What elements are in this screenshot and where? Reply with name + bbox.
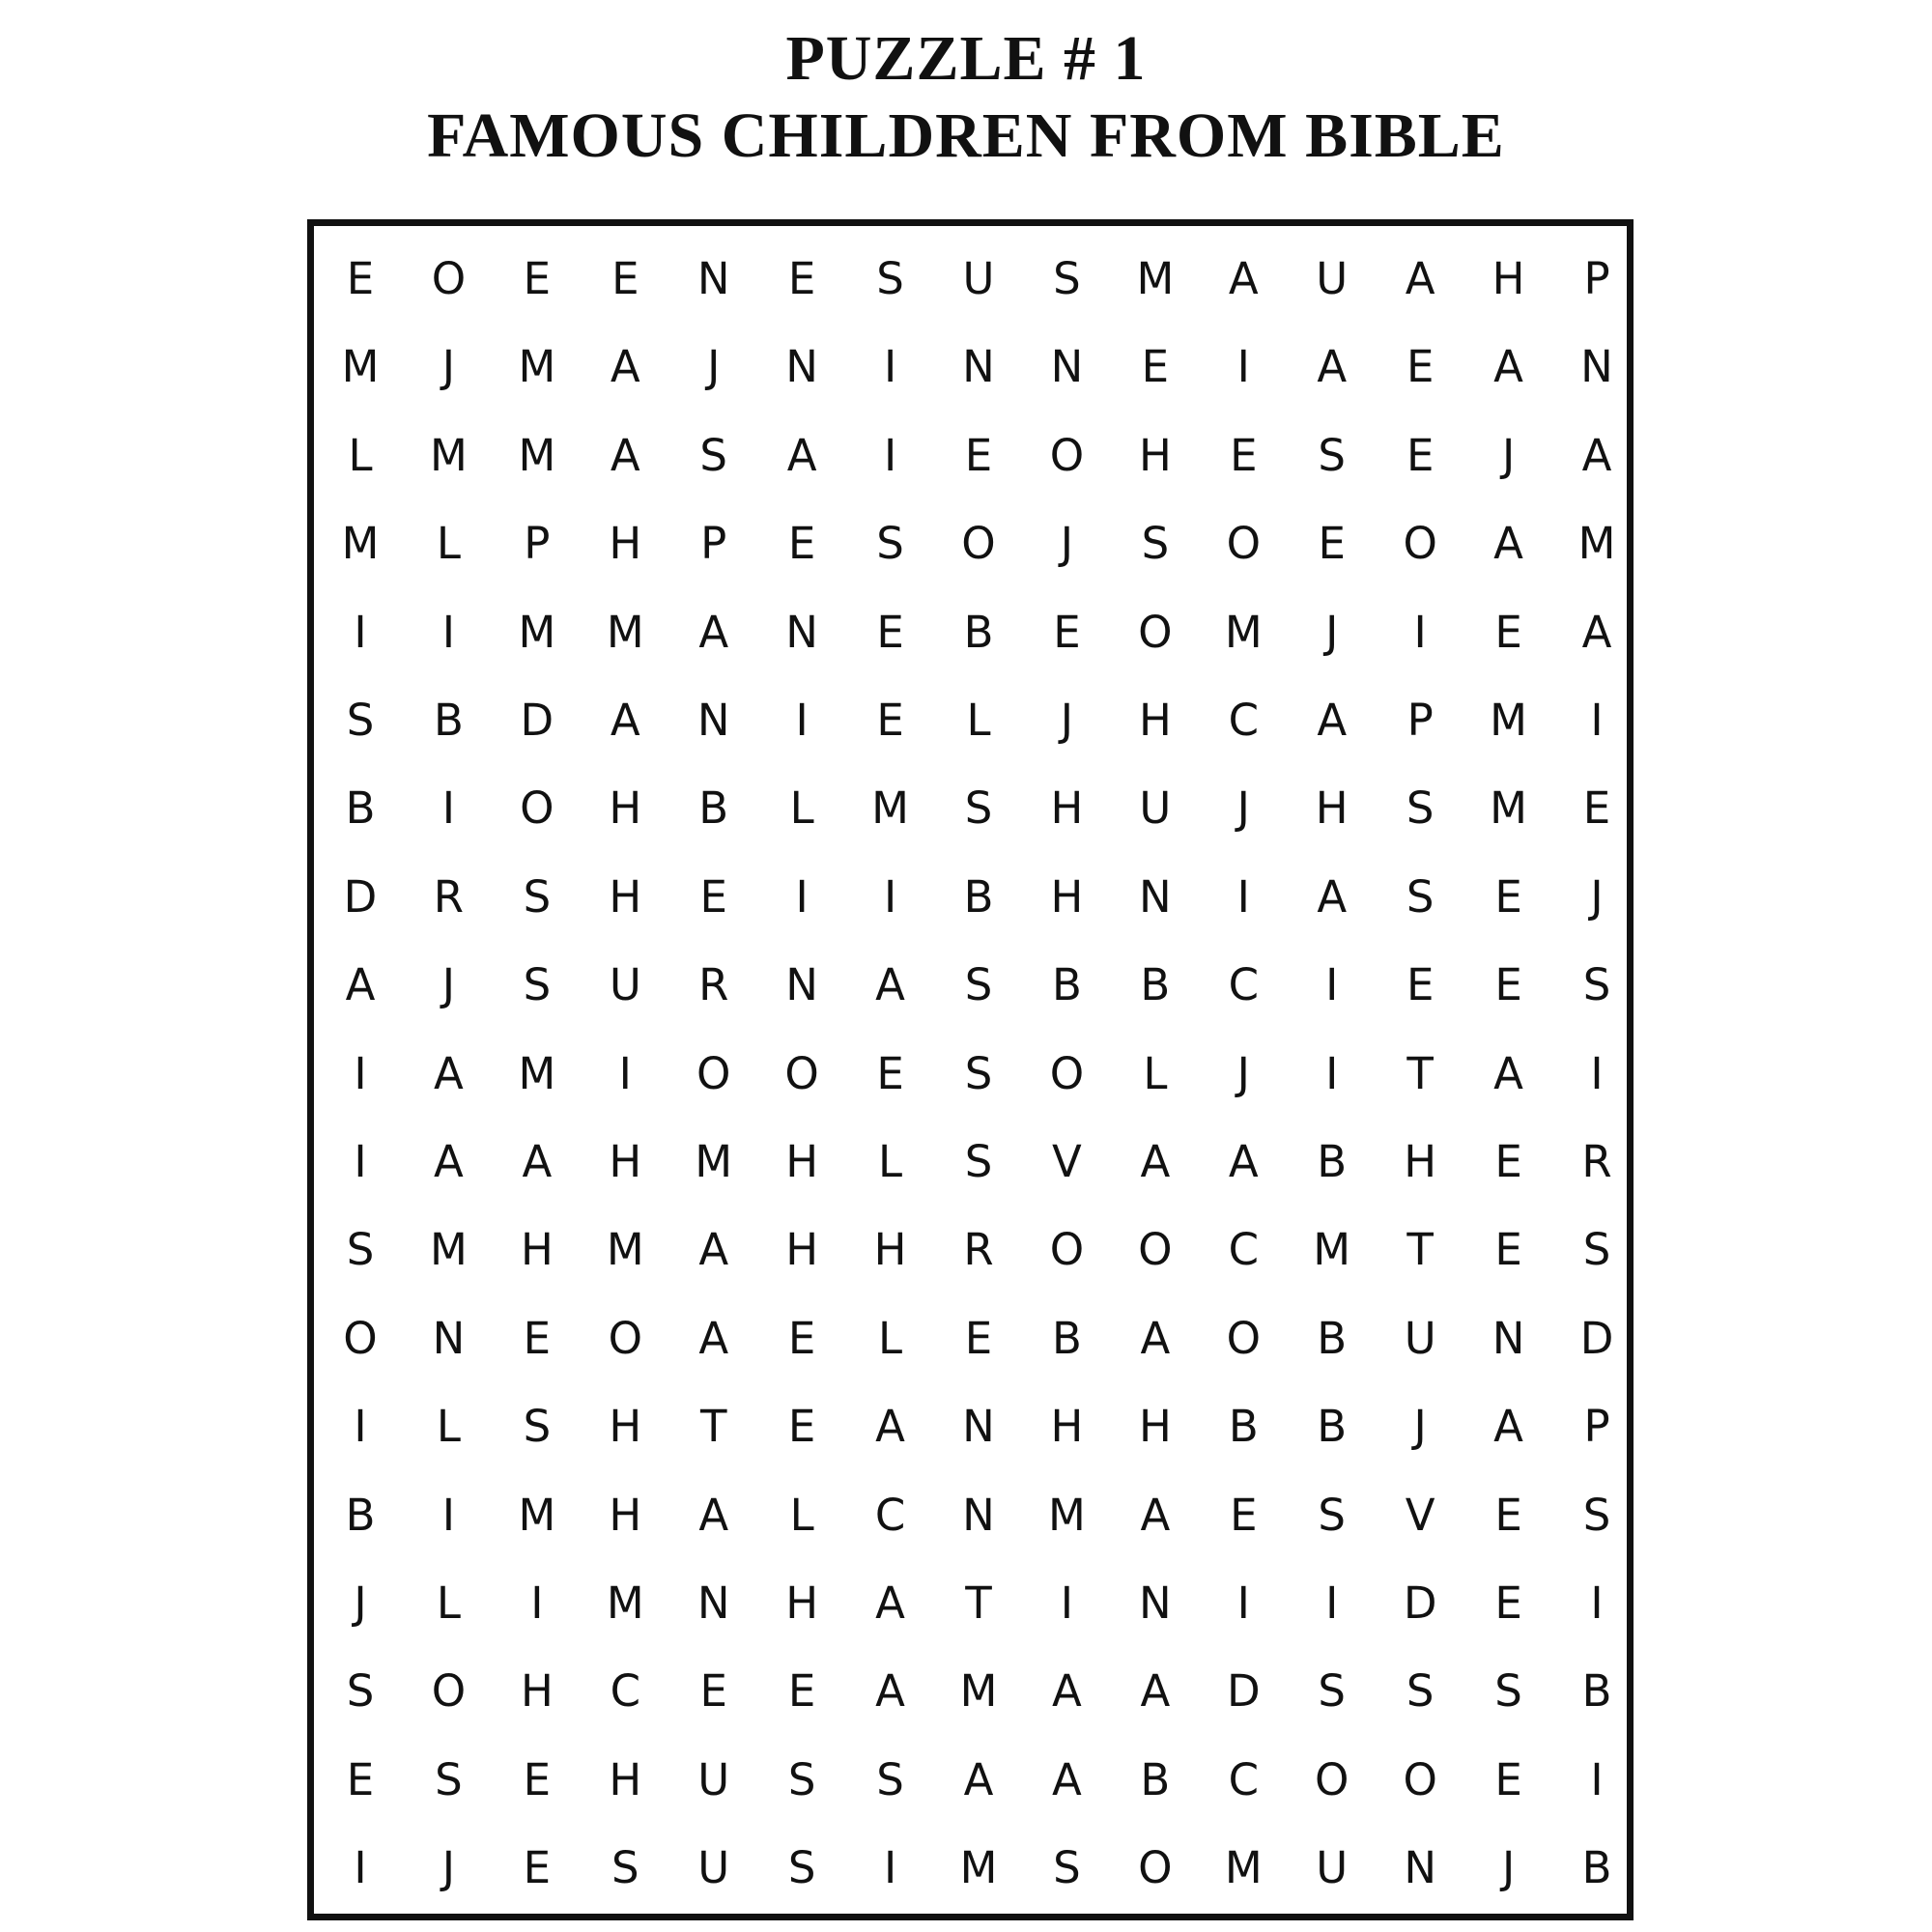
letter-cell-r11-c11[interactable]: A [1228,1136,1259,1187]
letter-cell-r9-c14[interactable]: E [1494,959,1522,1011]
letter-cell-r12-c9[interactable]: O [1049,1224,1085,1276]
letter-cell-r8-c9[interactable]: H [1050,870,1084,923]
letter-cell-r18-c4[interactable]: H [609,1753,642,1805]
letter-cell-r13-c2[interactable]: N [432,1312,466,1364]
letter-cell-r18-c7[interactable]: S [876,1753,904,1805]
letter-cell-r5-c12[interactable]: J [1325,606,1339,658]
letter-cell-r4-c3[interactable]: P [524,518,551,570]
letter-cell-r19-c2[interactable]: J [441,1842,456,1894]
letter-cell-r19-c5[interactable]: U [697,1842,730,1894]
letter-cell-r13-c13[interactable]: U [1404,1312,1436,1364]
letter-cell-r13-c8[interactable]: E [964,1312,993,1364]
letter-cell-r15-c13[interactable]: V [1405,1489,1435,1541]
letter-cell-r12-c13[interactable]: T [1406,1224,1434,1276]
letter-cell-r15-c3[interactable]: M [518,1489,556,1541]
letter-cell-r8-c1[interactable]: D [343,870,378,923]
letter-cell-r7-c3[interactable]: O [520,782,554,835]
letter-cell-r14-c12[interactable]: B [1317,1401,1348,1453]
letter-cell-r16-c1[interactable]: J [354,1577,367,1629]
letter-cell-r1-c8[interactable]: U [962,253,995,304]
letter-cell-r17-c12[interactable]: S [1318,1665,1346,1718]
letter-cell-r6-c12[interactable]: A [1317,695,1348,746]
letter-cell-r4-c11[interactable]: O [1226,518,1261,570]
letter-cell-r13-c15[interactable]: D [1579,1312,1614,1364]
letter-cell-r1-c11[interactable]: A [1228,253,1259,304]
letter-cell-r5-c4[interactable]: M [606,606,644,658]
letter-cell-r5-c1[interactable]: I [354,606,367,658]
letter-cell-r15-c8[interactable]: N [962,1489,995,1541]
letter-cell-r18-c8[interactable]: A [963,1753,994,1805]
letter-cell-r18-c10[interactable]: B [1140,1753,1171,1805]
letter-cell-r7-c4[interactable]: H [609,782,642,835]
letter-cell-r11-c3[interactable]: A [522,1136,553,1187]
letter-cell-r5-c13[interactable]: I [1413,606,1427,658]
letter-cell-r11-c13[interactable]: H [1404,1136,1437,1187]
letter-cell-r8-c4[interactable]: H [609,870,642,923]
letter-cell-r9-c4[interactable]: U [609,959,641,1011]
letter-cell-r8-c3[interactable]: S [523,870,552,923]
letter-cell-r10-c5[interactable]: O [696,1047,731,1099]
letter-cell-r9-c2[interactable]: J [441,959,456,1011]
letter-cell-r2-c3[interactable]: M [518,341,556,393]
letter-cell-r3-c5[interactable]: S [699,429,727,481]
letter-cell-r10-c12[interactable]: I [1325,1047,1339,1099]
letter-cell-r13-c4[interactable]: O [608,1312,642,1364]
letter-cell-r10-c10[interactable]: L [1143,1047,1168,1099]
letter-cell-r2-c10[interactable]: E [1141,341,1170,393]
letter-cell-r14-c11[interactable]: B [1228,1401,1259,1453]
letter-cell-r17-c14[interactable]: S [1494,1665,1522,1718]
letter-cell-r19-c1[interactable]: I [354,1842,367,1894]
letter-cell-r18-c12[interactable]: O [1315,1753,1350,1805]
letter-cell-r5-c10[interactable]: O [1138,606,1173,658]
letter-cell-r13-c7[interactable]: L [878,1312,903,1364]
letter-cell-r11-c10[interactable]: A [1140,1136,1171,1187]
letter-cell-r11-c14[interactable]: E [1494,1136,1522,1187]
letter-cell-r8-c12[interactable]: A [1317,870,1348,923]
letter-cell-r2-c15[interactable]: N [1580,341,1613,393]
letter-cell-r15-c11[interactable]: E [1230,1489,1258,1541]
letter-cell-r4-c6[interactable]: E [787,518,816,570]
letter-cell-r3-c3[interactable]: M [518,429,556,481]
letter-cell-r18-c2[interactable]: S [435,1753,463,1805]
letter-cell-r6-c15[interactable]: I [1590,695,1604,746]
letter-cell-r17-c1[interactable]: S [346,1665,375,1718]
letter-cell-r17-c5[interactable]: E [699,1665,727,1718]
letter-cell-r11-c5[interactable]: M [695,1136,733,1187]
letter-cell-r11-c2[interactable]: A [434,1136,464,1187]
letter-cell-r1-c5[interactable]: N [696,253,730,304]
letter-cell-r19-c7[interactable]: I [883,1842,897,1894]
letter-cell-r18-c3[interactable]: E [523,1753,552,1805]
letter-cell-r5-c15[interactable]: A [1581,606,1612,658]
letter-cell-r12-c6[interactable]: H [785,1224,819,1276]
letter-cell-r14-c8[interactable]: N [962,1401,995,1453]
letter-cell-r14-c7[interactable]: A [875,1401,905,1453]
letter-cell-r12-c14[interactable]: E [1494,1224,1522,1276]
letter-cell-r18-c11[interactable]: C [1228,1753,1259,1805]
letter-cell-r5-c6[interactable]: N [785,606,818,658]
word-search-board [307,219,1634,1920]
letter-cell-r14-c2[interactable]: L [436,1401,461,1453]
letter-cell-r16-c13[interactable]: D [1403,1577,1437,1629]
letter-cell-r14-c13[interactable]: J [1413,1401,1427,1453]
letter-cell-r15-c9[interactable]: M [1048,1489,1086,1541]
letter-cell-r4-c10[interactable]: S [1141,518,1170,570]
letter-cell-r4-c1[interactable]: M [341,518,380,570]
letter-cell-r9-c11[interactable]: C [1228,959,1259,1011]
letter-cell-r1-c3[interactable]: E [523,253,552,304]
letter-cell-r11-c8[interactable]: S [964,1136,993,1187]
letter-cell-r16-c4[interactable]: M [606,1577,644,1629]
letter-cell-r16-c9[interactable]: I [1060,1577,1074,1629]
letter-cell-r7-c11[interactable]: J [1236,782,1250,835]
letter-cell-r10-c8[interactable]: S [964,1047,993,1099]
letter-cell-r7-c15[interactable]: E [1582,782,1611,835]
letter-cell-r10-c2[interactable]: A [434,1047,464,1099]
letter-cell-r13-c6[interactable]: E [787,1312,816,1364]
letter-cell-r8-c7[interactable]: I [883,870,897,923]
letter-cell-r17-c11[interactable]: D [1226,1665,1261,1718]
letter-cell-r13-c5[interactable]: A [698,1312,729,1364]
letter-cell-r11-c4[interactable]: H [609,1136,642,1187]
letter-cell-r16-c12[interactable]: I [1325,1577,1339,1629]
puzzle-subtitle: FAMOUS CHILDREN FROM BIBLE [427,100,1505,171]
letter-cell-r1-c6[interactable]: E [787,253,816,304]
letter-cell-r12-c15[interactable]: S [1582,1224,1611,1276]
letter-cell-r1-c4[interactable]: E [611,253,639,304]
letter-cell-r2-c12[interactable]: A [1317,341,1348,393]
letter-cell-r12-c3[interactable]: H [520,1224,554,1276]
letter-cell-r18-c9[interactable]: A [1052,1753,1082,1805]
letter-cell-r16-c8[interactable]: T [965,1577,992,1629]
letter-cell-r4-c2[interactable]: L [436,518,461,570]
letter-grid [314,226,1627,1914]
letter-cell-r19-c4[interactable]: S [611,1842,639,1894]
letter-cell-r6-c8[interactable]: L [966,695,991,746]
letter-cell-r8-c8[interactable]: B [963,870,994,923]
letter-cell-r15-c7[interactable]: C [874,1489,906,1541]
letter-cell-r2-c1[interactable]: M [341,341,380,393]
letter-cell-r3-c8[interactable]: E [964,429,993,481]
letter-cell-r3-c6[interactable]: A [786,429,817,481]
letter-cell-r18-c6[interactable]: S [787,1753,816,1805]
letter-cell-r8-c11[interactable]: I [1236,870,1250,923]
letter-cell-r14-c15[interactable]: P [1583,1401,1610,1453]
letter-cell-r10-c3[interactable]: M [518,1047,556,1099]
letter-cell-r8-c5[interactable]: E [699,870,727,923]
letter-cell-r7-c14[interactable]: M [1490,782,1527,835]
letter-cell-r3-c4[interactable]: A [610,429,640,481]
letter-cell-r13-c9[interactable]: B [1052,1312,1082,1364]
letter-cell-r16-c3[interactable]: I [530,1577,544,1629]
letter-cell-r12-c2[interactable]: M [430,1224,468,1276]
letter-cell-r7-c10[interactable]: U [1139,782,1172,835]
letter-cell-r15-c1[interactable]: B [345,1489,376,1541]
letter-cell-r2-c6[interactable]: N [785,341,818,393]
letter-cell-r3-c1[interactable]: L [348,429,373,481]
letter-cell-r5-c11[interactable]: M [1224,606,1263,658]
letter-cell-r19-c9[interactable]: S [1053,1842,1081,1894]
letter-cell-r5-c5[interactable]: A [698,606,729,658]
letter-cell-r16-c6[interactable]: H [785,1577,819,1629]
letter-cell-r16-c7[interactable]: A [875,1577,905,1629]
letter-cell-r8-c14[interactable]: E [1494,870,1522,923]
letter-cell-r3-c12[interactable]: S [1318,429,1346,481]
puzzle-title: PUZZLE # 1 [785,23,1147,94]
letter-cell-r1-c9[interactable]: S [1053,253,1081,304]
letter-cell-r11-c6[interactable]: H [785,1136,819,1187]
letter-cell-r6-c13[interactable]: P [1406,695,1434,746]
letter-cell-r11-c7[interactable]: L [878,1136,903,1187]
letter-cell-r4-c5[interactable]: P [700,518,727,570]
letter-cell-r8-c6[interactable]: I [795,870,809,923]
letter-cell-r14-c5[interactable]: T [699,1401,727,1453]
letter-cell-r3-c10[interactable]: H [1138,429,1172,481]
letter-cell-r8-c2[interactable]: R [433,870,465,923]
letter-cell-r13-c14[interactable]: N [1492,1312,1525,1364]
letter-cell-r2-c13[interactable]: E [1406,341,1435,393]
letter-cell-r3-c14[interactable]: J [1501,429,1516,481]
letter-cell-r3-c15[interactable]: A [1581,429,1612,481]
letter-cell-r16-c15[interactable]: I [1590,1577,1604,1629]
letter-cell-r6-c2[interactable]: B [433,695,464,746]
letter-cell-r14-c10[interactable]: H [1138,1401,1172,1453]
letter-cell-r6-c14[interactable]: M [1490,695,1527,746]
letter-cell-r11-c15[interactable]: R [1581,1136,1612,1187]
letter-cell-r18-c14[interactable]: E [1494,1753,1522,1805]
letter-cell-r18-c5[interactable]: U [697,1753,730,1805]
letter-cell-r17-c9[interactable]: A [1052,1665,1082,1718]
letter-cell-r4-c12[interactable]: E [1318,518,1346,570]
letter-cell-r17-c3[interactable]: H [520,1665,554,1718]
letter-cell-r17-c2[interactable]: O [431,1665,467,1718]
letter-cell-r11-c9[interactable]: V [1052,1136,1082,1187]
letter-cell-r3-c11[interactable]: E [1230,429,1258,481]
letter-cell-r7-c6[interactable]: L [789,782,814,835]
letter-cell-r19-c14[interactable]: J [1501,1842,1516,1894]
letter-cell-r9-c15[interactable]: S [1582,959,1611,1011]
letter-cell-r10-c9[interactable]: O [1049,1047,1085,1099]
letter-cell-r9-c9[interactable]: B [1052,959,1082,1011]
letter-cell-r7-c2[interactable]: I [441,782,456,835]
letter-cell-r19-c12[interactable]: U [1316,1842,1349,1894]
letter-cell-r12-c10[interactable]: O [1138,1224,1173,1276]
letter-cell-r12-c5[interactable]: A [698,1224,729,1276]
letter-cell-r9-c3[interactable]: S [523,959,552,1011]
letter-cell-r9-c5[interactable]: R [698,959,729,1011]
letter-cell-r13-c1[interactable]: O [343,1312,378,1364]
letter-cell-r7-c1[interactable]: B [345,782,376,835]
letter-cell-r9-c1[interactable]: A [345,959,376,1011]
letter-cell-r10-c15[interactable]: I [1590,1047,1604,1099]
letter-cell-r5-c14[interactable]: E [1494,606,1522,658]
letter-cell-r13-c3[interactable]: E [523,1312,552,1364]
letter-cell-r10-c6[interactable]: O [784,1047,819,1099]
letter-cell-r16-c11[interactable]: I [1236,1577,1250,1629]
letter-cell-r15-c2[interactable]: I [441,1489,456,1541]
letter-cell-r4-c13[interactable]: O [1403,518,1437,570]
letter-cell-r3-c13[interactable]: E [1406,429,1435,481]
letter-cell-r3-c2[interactable]: M [430,429,468,481]
letter-cell-r6-c3[interactable]: D [520,695,554,746]
letter-cell-r18-c1[interactable]: E [346,1753,375,1805]
letter-cell-r2-c9[interactable]: N [1050,341,1084,393]
letter-cell-r19-c8[interactable]: M [959,1842,998,1894]
letter-cell-r12-c1[interactable]: S [346,1224,375,1276]
letter-cell-r1-c2[interactable]: O [431,253,467,304]
letter-cell-r16-c14[interactable]: E [1494,1577,1522,1629]
letter-cell-r4-c4[interactable]: H [609,518,642,570]
letter-cell-r7-c12[interactable]: H [1315,782,1349,835]
letter-cell-r19-c15[interactable]: B [1581,1842,1612,1894]
letter-cell-r7-c8[interactable]: S [964,782,993,835]
letter-cell-r13-c10[interactable]: A [1140,1312,1171,1364]
letter-cell-r4-c14[interactable]: A [1493,518,1523,570]
letter-cell-r8-c13[interactable]: S [1406,870,1435,923]
letter-cell-r14-c9[interactable]: H [1050,1401,1084,1453]
letter-cell-r14-c3[interactable]: S [523,1401,552,1453]
letter-cell-r6-c7[interactable]: E [876,695,904,746]
letter-cell-r12-c11[interactable]: C [1228,1224,1259,1276]
letter-cell-r4-c8[interactable]: O [961,518,996,570]
letter-cell-r10-c1[interactable]: I [354,1047,367,1099]
letter-cell-r17-c10[interactable]: A [1140,1665,1171,1718]
letter-cell-r2-c5[interactable]: J [707,341,721,393]
letter-cell-r14-c14[interactable]: A [1493,1401,1523,1453]
letter-cell-r12-c4[interactable]: M [606,1224,644,1276]
letter-cell-r2-c8[interactable]: N [962,341,995,393]
letter-cell-r4-c15[interactable]: M [1577,518,1616,570]
letter-cell-r3-c9[interactable]: O [1049,429,1085,481]
letter-cell-r9-c6[interactable]: N [785,959,818,1011]
letter-cell-r9-c7[interactable]: A [875,959,905,1011]
letter-cell-r5-c3[interactable]: M [518,606,556,658]
letter-cell-r14-c1[interactable]: I [354,1401,367,1453]
letter-cell-r14-c4[interactable]: H [609,1401,642,1453]
letter-cell-r15-c10[interactable]: A [1140,1489,1171,1541]
letter-cell-r13-c12[interactable]: B [1317,1312,1348,1364]
letter-cell-r15-c4[interactable]: H [609,1489,642,1541]
letter-cell-r17-c15[interactable]: B [1581,1665,1612,1718]
letter-cell-r1-c15[interactable]: P [1583,253,1610,304]
letter-cell-r9-c12[interactable]: I [1325,959,1339,1011]
letter-cell-r2-c7[interactable]: I [883,341,897,393]
letter-cell-r3-c7[interactable]: I [883,429,897,481]
letter-cell-r17-c8[interactable]: M [959,1665,998,1718]
letter-cell-r19-c6[interactable]: S [787,1842,816,1894]
letter-cell-r6-c10[interactable]: H [1138,695,1172,746]
letter-cell-r7-c7[interactable]: M [871,782,909,835]
letter-cell-r14-c6[interactable]: E [787,1401,816,1453]
letter-cell-r7-c9[interactable]: H [1050,782,1084,835]
letter-cell-r6-c5[interactable]: N [696,695,730,746]
letter-cell-r17-c6[interactable]: E [787,1665,816,1718]
letter-cell-r19-c10[interactable]: O [1138,1842,1173,1894]
letter-cell-r9-c8[interactable]: S [964,959,993,1011]
letter-cell-r17-c13[interactable]: S [1406,1665,1435,1718]
letter-cell-r15-c5[interactable]: A [698,1489,729,1541]
letter-cell-r15-c15[interactable]: S [1582,1489,1611,1541]
letter-cell-r7-c13[interactable]: S [1406,782,1435,835]
letter-cell-r9-c13[interactable]: E [1406,959,1435,1011]
letter-cell-r2-c4[interactable]: A [610,341,640,393]
letter-cell-r1-c10[interactable]: M [1136,253,1175,304]
letter-cell-r1-c13[interactable]: A [1405,253,1435,304]
letter-cell-r11-c12[interactable]: B [1317,1136,1348,1187]
letter-cell-r5-c8[interactable]: B [963,606,994,658]
letter-cell-r10-c13[interactable]: T [1406,1047,1434,1099]
letter-cell-r5-c7[interactable]: E [876,606,904,658]
letter-cell-r2-c14[interactable]: A [1493,341,1523,393]
letter-cell-r8-c15[interactable]: J [1590,870,1604,923]
letter-cell-r15-c12[interactable]: S [1318,1489,1346,1541]
letter-cell-r12-c8[interactable]: R [963,1224,994,1276]
letter-cell-r1-c1[interactable]: E [346,253,375,304]
letter-cell-r4-c9[interactable]: J [1060,518,1074,570]
letter-cell-r10-c14[interactable]: A [1493,1047,1523,1099]
letter-cell-r12-c12[interactable]: M [1313,1224,1351,1276]
letter-cell-r6-c6[interactable]: I [795,695,809,746]
letter-cell-r2-c2[interactable]: J [441,341,456,393]
letter-cell-r17-c4[interactable]: C [610,1665,640,1718]
letter-cell-r11-c1[interactable]: I [354,1136,367,1187]
letter-cell-r10-c11[interactable]: J [1236,1047,1250,1099]
letter-cell-r4-c7[interactable]: S [876,518,904,570]
letter-cell-r13-c11[interactable]: O [1226,1312,1261,1364]
letter-cell-r1-c14[interactable]: H [1492,253,1525,304]
letter-cell-r10-c4[interactable]: I [618,1047,632,1099]
letter-cell-r6-c1[interactable]: S [346,695,375,746]
letter-cell-r1-c7[interactable]: S [876,253,904,304]
letter-cell-r7-c5[interactable]: B [698,782,729,835]
letter-cell-r19-c3[interactable]: E [523,1842,552,1894]
letter-cell-r6-c4[interactable]: A [610,695,640,746]
letter-cell-r6-c9[interactable]: J [1060,695,1074,746]
letter-cell-r1-c12[interactable]: U [1316,253,1349,304]
letter-cell-r15-c14[interactable]: E [1494,1489,1522,1541]
letter-cell-r12-c7[interactable]: H [873,1224,907,1276]
letter-cell-r6-c11[interactable]: C [1228,695,1259,746]
letter-cell-r5-c9[interactable]: E [1053,606,1081,658]
letter-cell-r16-c5[interactable]: N [696,1577,730,1629]
letter-cell-r17-c7[interactable]: A [875,1665,905,1718]
letter-cell-r10-c7[interactable]: E [876,1047,904,1099]
letter-cell-r5-c2[interactable]: I [441,606,456,658]
letter-cell-r16-c2[interactable]: L [436,1577,461,1629]
letter-cell-r2-c11[interactable]: I [1236,341,1250,393]
letter-cell-r15-c6[interactable]: L [789,1489,814,1541]
letter-cell-r18-c15[interactable]: I [1590,1753,1604,1805]
letter-cell-r9-c10[interactable]: B [1140,959,1171,1011]
letter-cell-r19-c11[interactable]: M [1224,1842,1263,1894]
letter-cell-r18-c13[interactable]: O [1403,1753,1437,1805]
letter-cell-r16-c10[interactable]: N [1139,1577,1172,1629]
letter-cell-r19-c13[interactable]: N [1404,1842,1436,1894]
letter-cell-r8-c10[interactable]: N [1139,870,1172,923]
